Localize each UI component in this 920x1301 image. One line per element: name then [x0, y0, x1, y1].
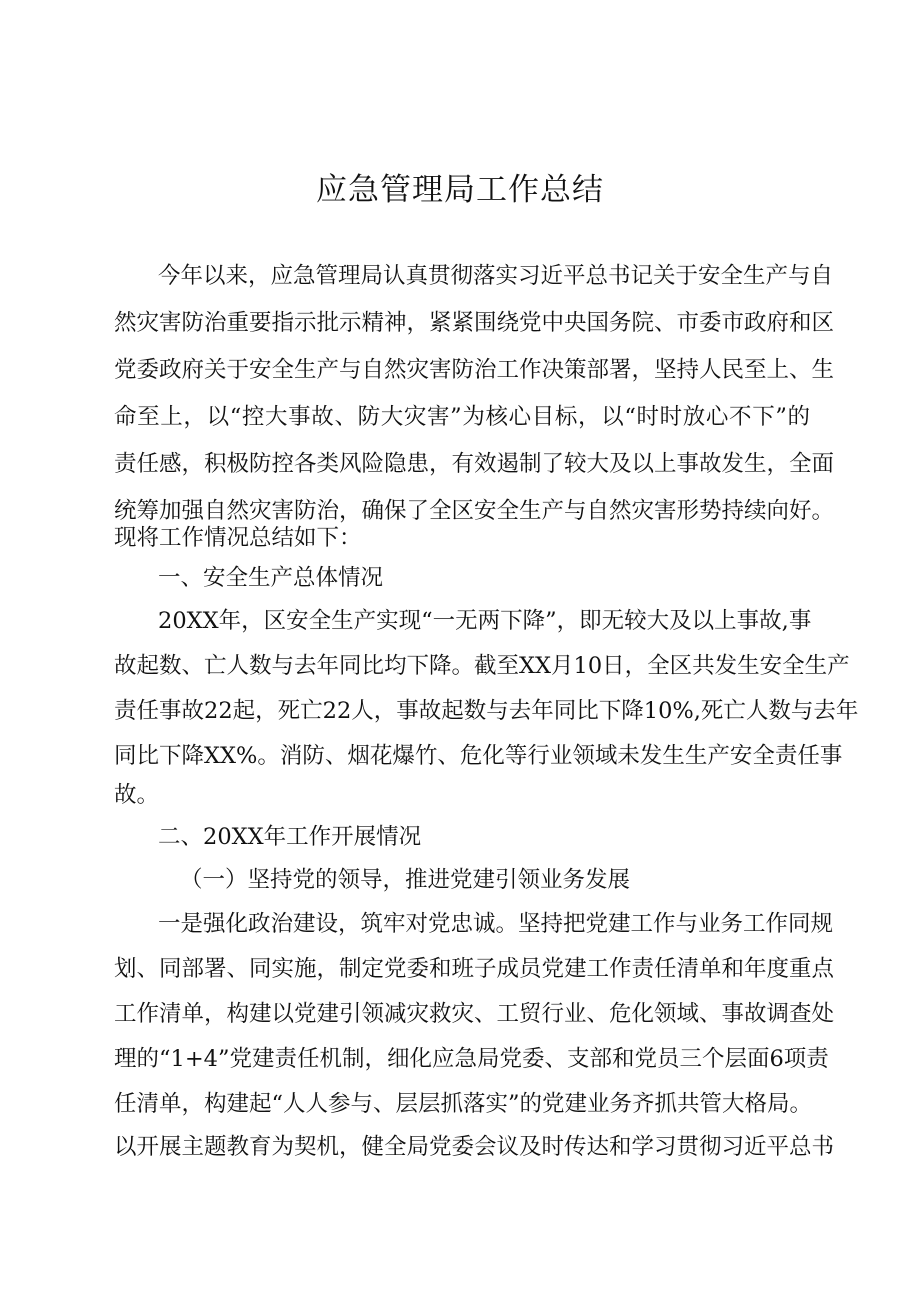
intro-line: 党委政府关于安全生产与自然灾害防治工作决策部署，坚持人民至上、生: [114, 357, 835, 383]
section-heading: 二、20XX年工作开展情况: [158, 824, 422, 850]
subsection-heading: （一）坚持党的领导，推进党建引领业务发展: [180, 867, 631, 893]
subsection1-line: 理的“1+4”党建责任机制，细化应急局党委、支部和党员三个层面6项责: [114, 1046, 829, 1072]
intro-line: 责任感，积极防控各类风险隐患，有效遏制了较大及以上事故发生，全面: [114, 451, 835, 477]
subsection1-line: 以开展主题教育为契机，健全局党委会议及时传达和学习贯彻习近平总书: [114, 1134, 835, 1160]
section1-line: 故起数、亡人数与去年同比均下降。截至XX月10日，全区共发生安全生产: [114, 653, 850, 679]
section1-line: 责任事故22起，死亡22人，事故起数与去年同比下降10%,死亡人数与去年: [114, 698, 859, 724]
section-heading: 一、安全生产总体情况: [158, 565, 384, 591]
subsection1-line: 划、同部署、同实施，制定党委和班子成员党建工作责任清单和年度重点: [114, 956, 835, 982]
subsection1-line: 一是强化政治建设，筑牢对党忠诚。坚持把党建工作与业务工作同规: [158, 911, 834, 937]
intro-line: 现将工作情况总结如下：: [114, 525, 362, 551]
intro-line: 今年以来，应急管理局认真贯彻落实习近平总书记关于安全生产与自: [158, 263, 834, 289]
section1-line: 同比下降XX%。消防、烟花爆竹、危化等行业领域未发生生产安全责任事: [114, 743, 843, 769]
document-title: 应急管理局工作总结: [316, 172, 604, 208]
intro-line: 然灾害防治重要指示批示精神，紧紧围绕党中央国务院、市委市政府和区: [114, 310, 835, 336]
section1-line: 20XX年，区安全生产实现“一无两下降”，即无较大及以上事故,事: [158, 608, 812, 634]
subsection1-line: 工作清单，构建以党建引领减灾救灾、工贸行业、危化领域、事故调查处: [114, 1001, 835, 1027]
subsection1-line: 任清单，构建起“人人参与、层层抓落实”的党建业务齐抓共管大格局。: [114, 1091, 813, 1117]
intro-line: 统筹加强自然灾害防治，确保了全区安全生产与自然灾害形势持续向好。: [114, 498, 835, 524]
section1-line: 故。: [114, 782, 160, 808]
intro-line: 命至上，以“控大事故、防大灾害”为核心目标，以“时时放心不下”的: [114, 404, 810, 430]
